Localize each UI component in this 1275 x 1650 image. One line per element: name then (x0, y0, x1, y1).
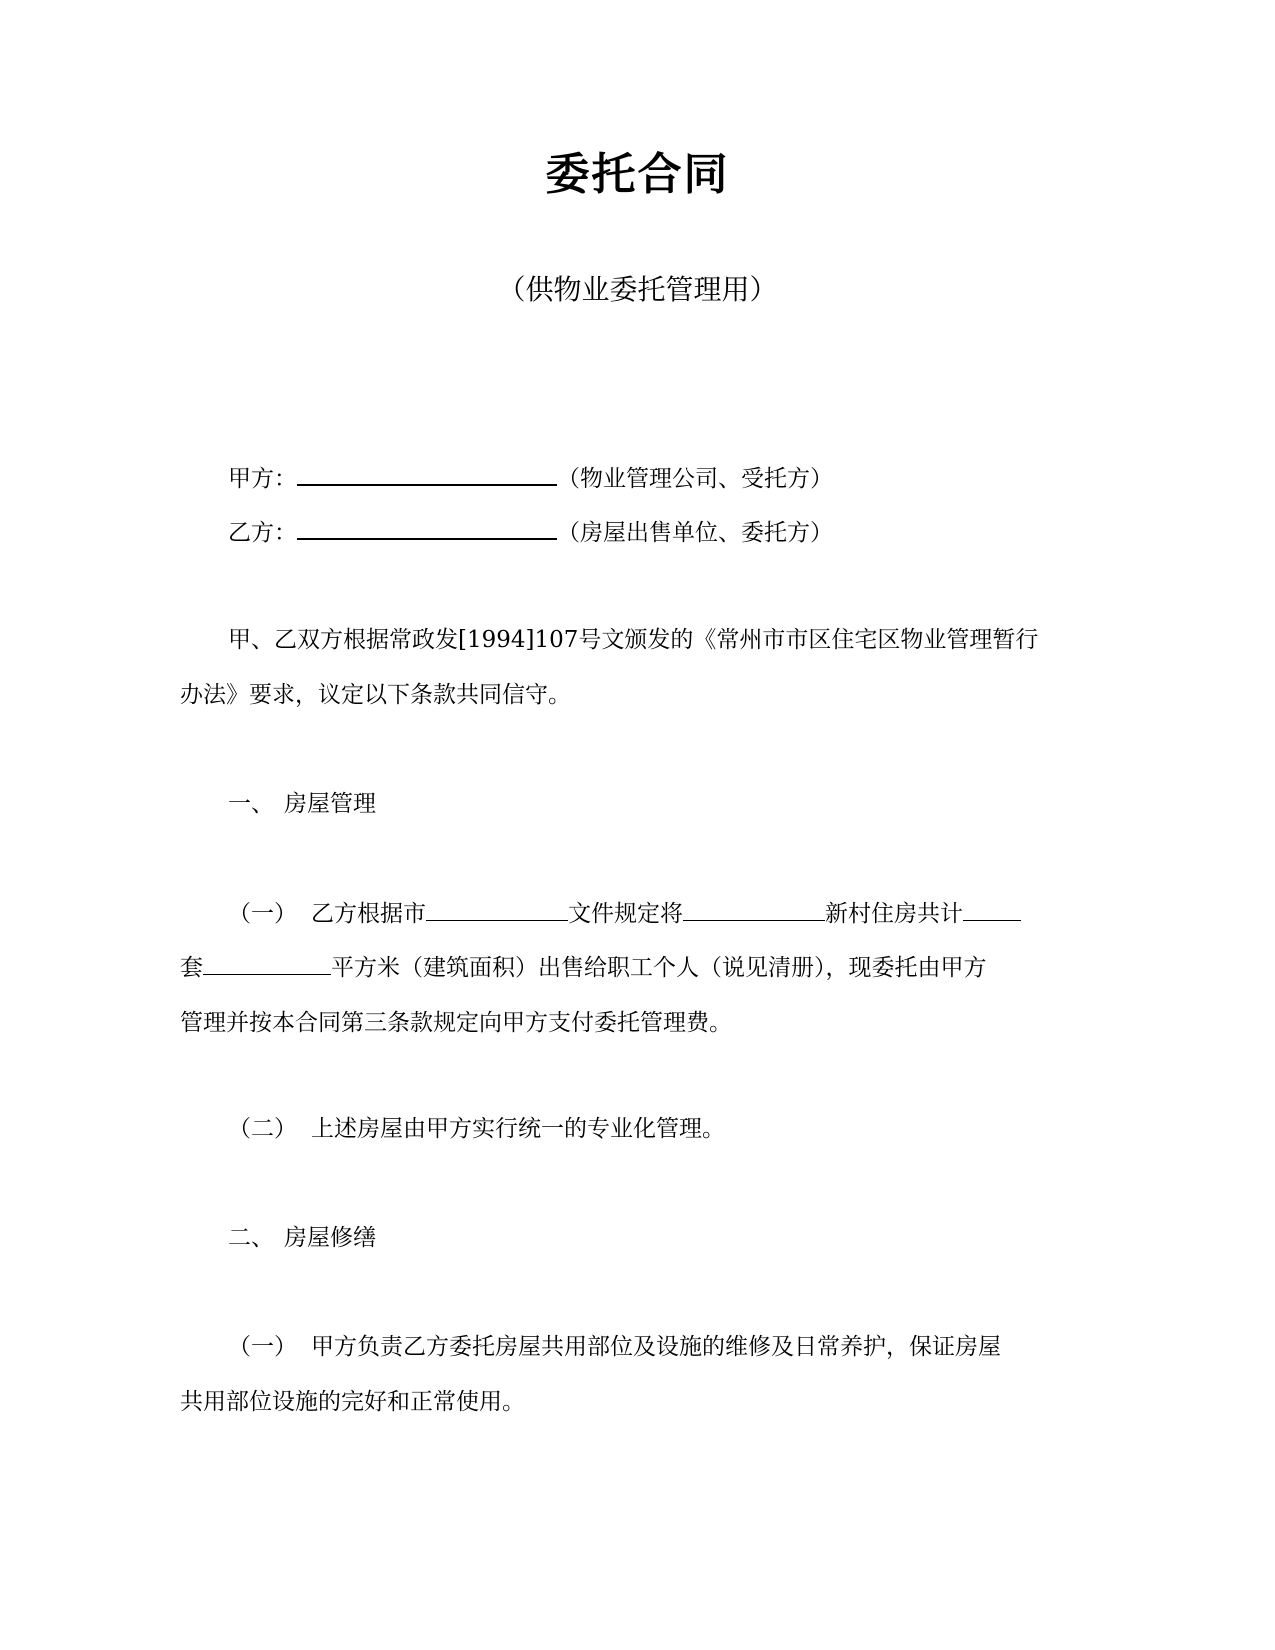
item-text: 平方米（建筑面积）出售给职工个人（说见清册），现委托由甲方 (331, 955, 987, 981)
section-2-item-1-line-1 (228, 1331, 1001, 1363)
party-a-blank (297, 462, 557, 486)
section-2-number: 二、 (228, 1225, 274, 1251)
item-text: 套 (180, 955, 203, 981)
village-blank (683, 898, 825, 921)
preamble-line-1: 甲、乙双方根据常政发[1994]107号文颁发的《常州市市区住宅区物业管理暂行 (228, 627, 1039, 653)
section-1-item-1-line-2 (180, 952, 987, 984)
preamble-line-2: 办法》要求，议定以下条款共同信守。 (180, 682, 571, 708)
item-text: 文件规定将 (568, 901, 683, 927)
section-1-number: 一、 (228, 791, 274, 817)
party-b-blank (297, 516, 557, 540)
section-1-item-2 (228, 1113, 725, 1145)
item-number: （二） (228, 1116, 297, 1142)
party-a-label: 甲方： (228, 466, 297, 492)
unit-count-blank (963, 898, 1021, 921)
section-2-title: 房屋修缮 (284, 1225, 376, 1251)
party-a-line (228, 462, 833, 495)
area-blank (203, 952, 331, 975)
city-doc-blank (426, 898, 568, 921)
document-title: 委托合同 (545, 149, 730, 200)
section-1-item-1-line-1 (228, 898, 1021, 930)
item-number: （一） (228, 901, 297, 927)
party-a-note: （物业管理公司、受托方） (557, 466, 833, 492)
party-b-label: 乙方： (228, 520, 297, 546)
item-text: 乙方根据市 (311, 901, 426, 927)
section-1-item-1-line-3: 管理并按本合同第三条款规定向甲方支付委托管理费。 (180, 1010, 732, 1036)
section-2-heading (228, 1222, 376, 1254)
item-text: 甲方负责乙方委托房屋共用部位及设施的维修及日常养护，保证房屋 (311, 1334, 1001, 1360)
party-b-line (228, 516, 833, 549)
document-subtitle: （供物业委托管理用） (497, 273, 778, 306)
item-text: 新村住房共计 (825, 901, 963, 927)
section-1-title: 房屋管理 (284, 791, 376, 817)
section-2-item-1-line-2: 共用部位设施的完好和正常使用。 (180, 1389, 525, 1415)
item-number: （一） (228, 1334, 297, 1360)
section-1-heading (228, 788, 376, 820)
item-text: 上述房屋由甲方实行统一的专业化管理。 (311, 1116, 725, 1142)
party-b-note: （房屋出售单位、委托方） (557, 520, 833, 546)
